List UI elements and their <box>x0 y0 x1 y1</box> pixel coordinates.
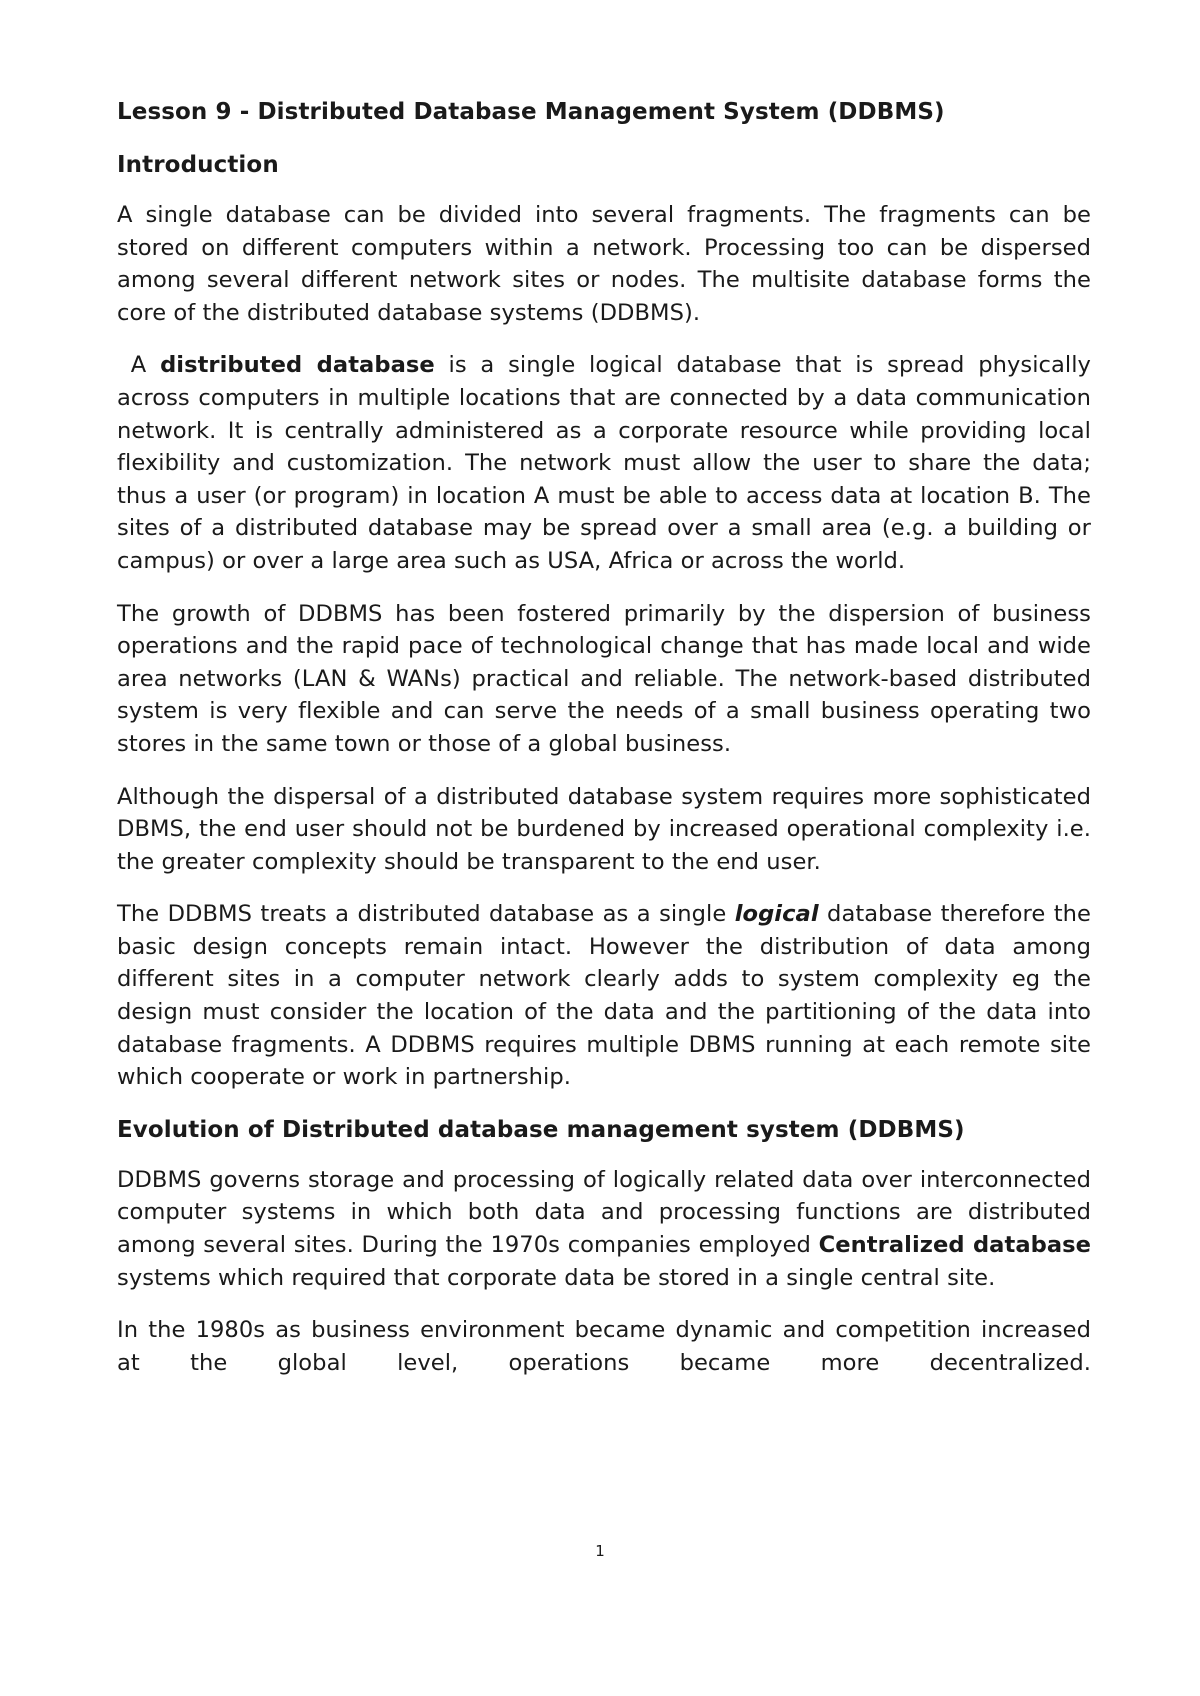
paragraph-distributed-database-definition <box>117 349 1091 577</box>
p2-pre: A <box>130 352 161 379</box>
paragraph-dispersal-complexity: Although the dispersal of a distributed database system requires more sophisticated DBMS, the end user should not be burdened by increased operational complexity i.e. the greater complexity should be transparent to the end user. <box>117 783 1091 875</box>
paragraph-ddbms-governs <box>117 1164 1091 1294</box>
page-number: 1 <box>595 1542 605 1560</box>
p5-post: database therefore the basic design concepts remain intact. However the distribution of data among different sites in a computer network clearly adds to system complexity eg the design must consider the location of the data and the partitioning of the data into database fragments. A DDBMS requires multiple DBMS running at each remote site which cooperate or work in partnership. <box>117 901 1091 1091</box>
p2-post: is a single logical database that is spread physically across computers in multiple locations that are connected by a data communication network. It is centrally administered as a corporate resource while providing local flexibility and customization. The network must allow the user to share the data; thus a user (or program) in location A must be able to access data at location B. The sites of a distributed database may be spread over a small area (e.g. a building or campus) or over a large area such as USA, Africa or across the world. <box>117 352 1091 574</box>
paragraph-growth-of-ddbms: The growth of DDBMS has been fostered primarily by the dispersion of business operations and the rapid pace of technological change that has made local and wide area networks (LAN & WANs) practical and reliable. The network-based distributed system is very flexible and can serve the needs of a small business operating two stores in the same town or those of a global business. <box>117 600 1091 757</box>
introduction-heading: Introduction <box>117 152 279 178</box>
p6-post: systems which required that corporate data be stored in a single central site. <box>117 1264 996 1291</box>
p6-pre: DDBMS governs storage and processing of logically related data over interconnected computer systems in which both data and processing functions are distributed among several sites. During the 1970s companies employed <box>117 1166 1091 1259</box>
term-centralized-database: Centralized database <box>818 1232 1092 1259</box>
paragraph-fragments: A single database can be divided into several fragments. The fragments can be stored on different computers within a network. Processing too can be dispersed among several different network sites or nodes. The multisite database forms the core of the distributed database systems (DDBMS). <box>117 202 1091 326</box>
lesson-title: Lesson 9 - Distributed Database Management System (DDBMS) <box>117 99 945 125</box>
term-logical: logical <box>734 901 819 928</box>
term-distributed-database: distributed database <box>160 352 435 379</box>
evolution-heading: Evolution of Distributed database management system (DDBMS) <box>117 1116 965 1143</box>
p5-pre: The DDBMS treats a distributed database as a single <box>117 901 735 928</box>
document-page <box>117 96 1091 1379</box>
paragraph-1980s: In the 1980s as business environment became dynamic and competition increased at the global level, operations became more decentralized. <box>117 1317 1091 1376</box>
paragraph-logical-database <box>117 898 1091 1094</box>
